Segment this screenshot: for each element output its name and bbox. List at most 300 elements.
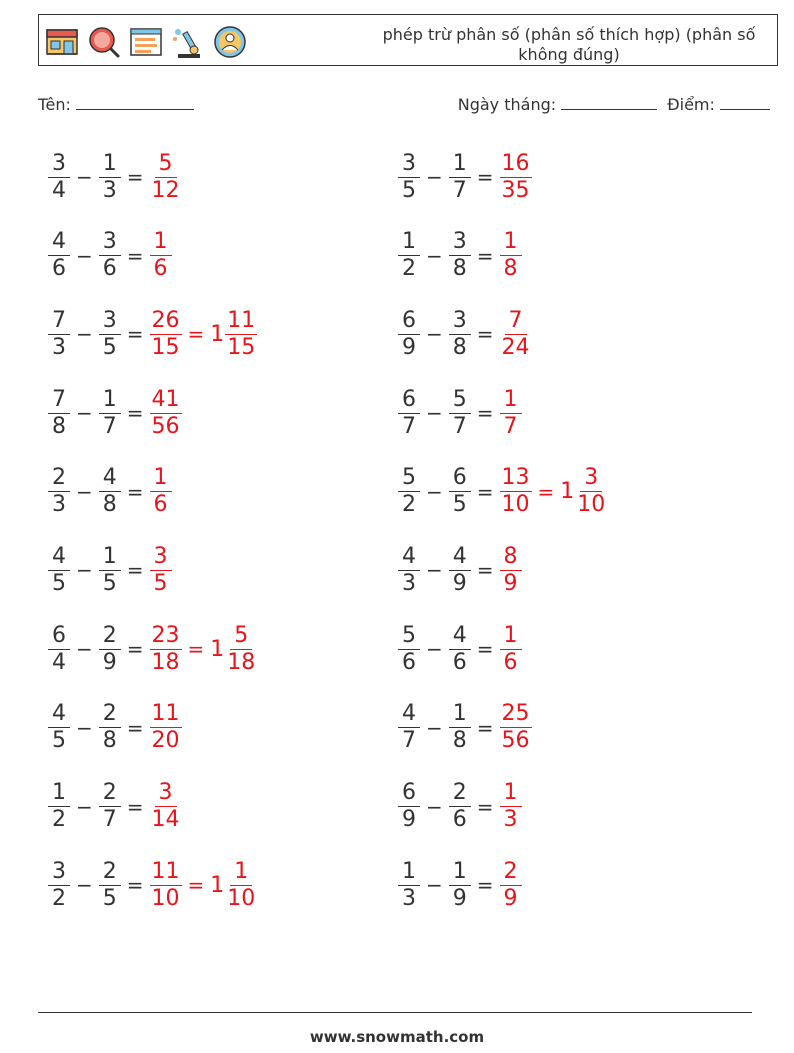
equals-sign: = xyxy=(126,165,144,189)
numerator: 1 xyxy=(449,701,471,728)
numerator: 5 xyxy=(398,465,420,492)
problem-item xyxy=(48,854,398,916)
microscope-icon xyxy=(170,24,206,60)
equals-sign: = xyxy=(126,873,144,898)
score-label: Điểm: xyxy=(667,95,715,114)
numerator: 23 xyxy=(151,622,180,648)
denominator: 8 xyxy=(52,413,66,439)
denominator: 9 xyxy=(503,570,518,596)
equals-sign: = xyxy=(126,243,144,268)
denominator: 4 xyxy=(52,177,66,203)
denominator: 3 xyxy=(52,492,66,518)
answer-fraction xyxy=(150,308,182,361)
denominator: 6 xyxy=(102,256,117,282)
denominator: 8 xyxy=(452,334,467,360)
numerator: 3 xyxy=(398,151,420,178)
problem-item xyxy=(398,461,748,523)
minus-sign: − xyxy=(426,322,443,347)
minus-sign: − xyxy=(76,715,93,740)
answer-equals-sign: = xyxy=(187,322,205,347)
denominator: 2 xyxy=(52,807,66,832)
equals-sign: = xyxy=(126,322,144,347)
equals-sign: = xyxy=(126,794,144,819)
fraction-minuend xyxy=(398,465,420,518)
denominator: 14 xyxy=(151,807,180,832)
problem-item xyxy=(48,539,398,601)
mixed-whole: 1 xyxy=(560,479,575,505)
numerator: 3 xyxy=(48,151,70,178)
numerator: 3 xyxy=(99,308,121,335)
minus-sign: − xyxy=(426,794,443,819)
mixed-fraction xyxy=(575,465,607,518)
fraction-minuend xyxy=(48,623,70,676)
minus-sign: − xyxy=(426,873,443,898)
name-field xyxy=(38,93,194,115)
denominator: 9 xyxy=(452,570,467,596)
answer xyxy=(500,308,532,361)
numerator: 1 xyxy=(449,151,471,178)
answer-fraction xyxy=(500,859,522,912)
numerator: 2 xyxy=(99,780,121,807)
worksheet-header xyxy=(38,14,778,66)
score-blank[interactable] xyxy=(720,93,770,110)
denominator: 12 xyxy=(151,177,180,203)
equals-sign: = xyxy=(476,794,494,819)
problem-item xyxy=(398,618,748,680)
equals-sign: = xyxy=(126,715,144,740)
mixed-whole: 1 xyxy=(210,636,225,662)
equals-sign: = xyxy=(476,873,494,898)
answer-fraction xyxy=(150,780,182,833)
fraction-subtrahend xyxy=(99,780,121,833)
numerator: 8 xyxy=(500,544,522,571)
denominator: 5 xyxy=(52,570,66,596)
fraction-minuend xyxy=(48,544,70,597)
denominator: 7 xyxy=(452,177,467,203)
numerator: 4 xyxy=(48,229,70,256)
answer xyxy=(150,701,182,754)
denominator: 4 xyxy=(52,649,66,675)
storefront-icon xyxy=(44,24,80,60)
numerator: 1 xyxy=(99,544,121,571)
fraction-subtrahend xyxy=(99,859,121,912)
numerator: 25 xyxy=(501,701,530,727)
fraction-subtrahend xyxy=(449,229,471,282)
denominator: 7 xyxy=(102,807,117,832)
numerator: 1 xyxy=(398,229,420,256)
answer-fraction xyxy=(150,465,172,518)
denominator: 56 xyxy=(501,728,530,754)
answer xyxy=(150,623,258,676)
fraction-subtrahend xyxy=(99,701,121,754)
fraction-subtrahend xyxy=(449,465,471,518)
mixed-fraction xyxy=(225,308,257,361)
date-field xyxy=(458,93,657,115)
problem-item xyxy=(398,697,748,759)
fraction-subtrahend xyxy=(99,151,121,204)
problem-item xyxy=(398,776,748,838)
numerator: 1 xyxy=(99,151,121,178)
answer-equals-sign: = xyxy=(537,479,555,504)
numerator: 6 xyxy=(398,780,420,807)
fraction-minuend xyxy=(398,151,420,204)
name-blank[interactable] xyxy=(76,93,194,110)
denominator: 3 xyxy=(503,807,518,832)
equals-sign: = xyxy=(126,479,144,504)
denominator: 2 xyxy=(402,492,416,518)
denominator: 15 xyxy=(151,334,180,360)
document-list-icon xyxy=(128,24,164,60)
equals-sign: = xyxy=(126,401,144,426)
equals-sign: = xyxy=(476,165,494,189)
fraction-minuend xyxy=(398,544,420,597)
numerator: 2 xyxy=(99,859,121,886)
problem-item xyxy=(398,382,748,444)
denominator: 20 xyxy=(151,728,180,754)
answer-fraction xyxy=(500,308,532,361)
answer xyxy=(500,151,532,204)
denominator: 5 xyxy=(102,570,117,596)
answer xyxy=(150,308,258,361)
denominator: 6 xyxy=(52,256,66,282)
numerator: 4 xyxy=(398,701,420,728)
equals-sign: = xyxy=(126,637,144,662)
denominator: 5 xyxy=(452,492,467,518)
numerator: 7 xyxy=(48,308,70,335)
denominator: 6 xyxy=(153,492,168,518)
answer-equals-sign: = xyxy=(187,637,205,662)
minus-sign: − xyxy=(76,873,93,898)
answer xyxy=(150,387,182,440)
fraction-subtrahend xyxy=(449,780,471,833)
equals-sign: = xyxy=(476,243,494,268)
fraction-minuend xyxy=(398,701,420,754)
fraction-minuend xyxy=(48,859,70,912)
denominator: 10 xyxy=(227,885,256,911)
numerator: 3 xyxy=(155,780,177,807)
minus-sign: − xyxy=(76,322,93,347)
answer-fraction xyxy=(500,544,522,597)
answer-fraction xyxy=(150,859,182,912)
equals-sign: = xyxy=(476,401,494,426)
numerator: 11 xyxy=(151,858,180,884)
problem-item xyxy=(48,776,398,838)
problem-item xyxy=(48,225,398,287)
numerator: 3 xyxy=(48,859,70,886)
numerator: 1 xyxy=(150,229,172,256)
fraction-minuend xyxy=(48,151,70,204)
answer-fraction xyxy=(500,465,532,518)
numerator: 1 xyxy=(449,859,471,886)
answer-fraction xyxy=(150,151,182,204)
minus-sign: − xyxy=(76,637,93,662)
answer xyxy=(500,623,522,676)
answer xyxy=(500,387,522,440)
fraction-subtrahend xyxy=(449,308,471,361)
mixed-whole: 1 xyxy=(210,872,225,898)
minus-sign: − xyxy=(426,243,443,268)
problem-item xyxy=(398,854,748,916)
numerator: 16 xyxy=(501,150,530,176)
numerator: 26 xyxy=(151,307,180,333)
answer-equals-sign: = xyxy=(187,873,205,898)
denominator: 56 xyxy=(151,413,180,439)
fraction-minuend xyxy=(398,780,420,833)
problem-item xyxy=(48,697,398,759)
answer xyxy=(500,859,522,912)
minus-sign: − xyxy=(426,637,443,662)
date-score-fields xyxy=(458,93,770,115)
denominator: 2 xyxy=(402,256,416,282)
fraction-minuend xyxy=(48,308,70,361)
answer-fraction xyxy=(500,229,522,282)
denominator: 8 xyxy=(452,256,467,282)
problem-item xyxy=(48,618,398,680)
denominator: 3 xyxy=(52,334,66,360)
fraction-subtrahend xyxy=(99,229,121,282)
date-label: Ngày tháng: xyxy=(457,95,557,114)
fraction-minuend xyxy=(398,308,420,361)
denominator: 8 xyxy=(503,256,518,282)
header-icons xyxy=(44,24,248,60)
denominator: 10 xyxy=(151,885,180,911)
minus-sign: − xyxy=(76,479,93,504)
denominator: 7 xyxy=(402,413,416,439)
problem-item xyxy=(398,225,748,287)
answer xyxy=(150,465,172,518)
denominator: 8 xyxy=(102,492,117,518)
fraction-subtrahend xyxy=(99,465,121,518)
answer xyxy=(500,465,608,518)
footer-divider xyxy=(38,1012,752,1013)
answer-fraction xyxy=(500,780,522,833)
fraction-subtrahend xyxy=(449,701,471,754)
numerator: 4 xyxy=(48,544,70,571)
denominator: 6 xyxy=(153,256,168,282)
minus-sign: − xyxy=(76,794,93,819)
numerator: 7 xyxy=(505,308,527,335)
fraction-minuend xyxy=(48,780,70,833)
numerator: 1 xyxy=(500,387,522,414)
answer-fraction xyxy=(150,623,182,676)
equals-sign: = xyxy=(476,479,494,504)
answer-fraction xyxy=(500,151,532,204)
problem-item xyxy=(48,146,398,208)
denominator: 6 xyxy=(402,649,416,675)
denominator: 7 xyxy=(102,413,117,439)
answer xyxy=(500,780,522,833)
denominator: 10 xyxy=(577,492,606,518)
numerator: 2 xyxy=(48,465,70,492)
footer-url: www.snowmath.com xyxy=(309,1028,485,1046)
problem-item xyxy=(398,539,748,601)
equals-sign: = xyxy=(476,637,494,662)
fraction-minuend xyxy=(398,623,420,676)
name-label: Tên: xyxy=(38,95,71,114)
fraction-subtrahend xyxy=(99,387,121,440)
numerator: 1 xyxy=(398,859,420,886)
numerator: 1 xyxy=(150,465,172,492)
mixed-fraction xyxy=(225,623,257,676)
answer xyxy=(500,544,522,597)
denominator: 7 xyxy=(402,728,416,754)
numerator: 4 xyxy=(449,544,471,571)
fraction-minuend xyxy=(48,701,70,754)
answer xyxy=(150,859,258,912)
fraction-minuend xyxy=(48,229,70,282)
answer-fraction xyxy=(150,387,182,440)
numerator: 1 xyxy=(99,387,121,414)
denominator: 6 xyxy=(452,807,467,832)
answer xyxy=(150,229,172,282)
denominator: 5 xyxy=(102,334,117,360)
denominator: 5 xyxy=(52,728,66,754)
score-field xyxy=(667,93,770,115)
minus-sign: − xyxy=(426,165,443,189)
numerator: 4 xyxy=(48,701,70,728)
answer-fraction xyxy=(150,544,172,597)
denominator: 18 xyxy=(227,649,256,675)
denominator: 24 xyxy=(501,334,530,360)
problem-item xyxy=(398,303,748,365)
numerator: 2 xyxy=(99,623,121,650)
numerator: 6 xyxy=(48,623,70,650)
denominator: 8 xyxy=(452,728,467,754)
numerator: 4 xyxy=(449,623,471,650)
fraction-subtrahend xyxy=(449,859,471,912)
numerator: 41 xyxy=(151,386,180,412)
equals-sign: = xyxy=(476,322,494,347)
numerator: 1 xyxy=(500,780,522,807)
numerator: 3 xyxy=(150,544,172,571)
fraction-subtrahend xyxy=(449,623,471,676)
answer xyxy=(500,701,532,754)
user-target-icon xyxy=(212,24,248,60)
minus-sign: − xyxy=(426,479,443,504)
numerator: 6 xyxy=(398,308,420,335)
denominator: 5 xyxy=(153,570,168,596)
numerator: 2 xyxy=(449,780,471,807)
minus-sign: − xyxy=(76,165,93,189)
fraction-minuend xyxy=(48,465,70,518)
denominator: 3 xyxy=(402,885,416,911)
answer-fraction xyxy=(150,229,172,282)
minus-sign: − xyxy=(426,715,443,740)
numerator: 1 xyxy=(500,623,522,650)
answer-fraction xyxy=(500,387,522,440)
numerator: 5 xyxy=(398,623,420,650)
denominator: 8 xyxy=(102,728,117,754)
fraction-subtrahend xyxy=(99,623,121,676)
numerator: 3 xyxy=(99,229,121,256)
numerator: 1 xyxy=(230,859,252,886)
date-blank[interactable] xyxy=(561,93,657,110)
answer-fraction xyxy=(150,701,182,754)
fraction-subtrahend xyxy=(449,544,471,597)
minus-sign: − xyxy=(426,401,443,426)
numerator: 5 xyxy=(230,623,252,650)
denominator: 3 xyxy=(402,570,416,596)
denominator: 9 xyxy=(402,807,416,832)
numerator: 11 xyxy=(227,307,256,333)
problem-item xyxy=(398,146,748,208)
problem-grid xyxy=(48,146,768,933)
fraction-subtrahend xyxy=(449,151,471,204)
equals-sign: = xyxy=(476,558,494,583)
denominator: 5 xyxy=(102,885,117,911)
fraction-minuend xyxy=(398,387,420,440)
denominator: 7 xyxy=(452,413,467,439)
numerator: 13 xyxy=(501,465,530,491)
numerator: 2 xyxy=(99,701,121,728)
numerator: 4 xyxy=(99,465,121,492)
denominator: 15 xyxy=(227,334,256,360)
problem-item xyxy=(48,303,398,365)
answer xyxy=(500,229,522,282)
numerator: 2 xyxy=(500,859,522,886)
numerator: 6 xyxy=(449,465,471,492)
worksheet-title: phép trừ phân số (phân số thích hợp) (phân số không đúng) xyxy=(382,25,756,64)
numerator: 1 xyxy=(500,229,522,256)
denominator: 10 xyxy=(501,492,530,518)
equals-sign: = xyxy=(126,558,144,583)
denominator: 9 xyxy=(503,885,518,911)
minus-sign: − xyxy=(76,243,93,268)
answer xyxy=(150,780,182,833)
denominator: 9 xyxy=(452,885,467,911)
denominator: 6 xyxy=(503,649,518,675)
numerator: 11 xyxy=(151,701,180,727)
denominator: 35 xyxy=(501,177,530,203)
numerator: 1 xyxy=(48,780,70,807)
denominator: 7 xyxy=(503,413,518,439)
denominator: 5 xyxy=(402,177,416,203)
magnifier-badge-icon xyxy=(86,24,122,60)
answer xyxy=(150,544,172,597)
fraction-subtrahend xyxy=(99,308,121,361)
problem-item xyxy=(48,461,398,523)
fraction-minuend xyxy=(398,229,420,282)
numerator: 3 xyxy=(449,229,471,256)
answer xyxy=(150,151,182,204)
mixed-fraction xyxy=(225,859,257,912)
fraction-minuend xyxy=(398,859,420,912)
numerator: 3 xyxy=(580,465,602,492)
numerator: 5 xyxy=(155,151,177,178)
numerator: 5 xyxy=(449,387,471,414)
minus-sign: − xyxy=(76,401,93,426)
numerator: 3 xyxy=(449,308,471,335)
equals-sign: = xyxy=(476,715,494,740)
fraction-subtrahend xyxy=(99,544,121,597)
numerator: 4 xyxy=(398,544,420,571)
minus-sign: − xyxy=(426,558,443,583)
problem-item xyxy=(48,382,398,444)
fraction-minuend xyxy=(48,387,70,440)
denominator: 6 xyxy=(452,649,467,675)
denominator: 9 xyxy=(402,334,416,360)
answer-fraction xyxy=(500,701,532,754)
numerator: 7 xyxy=(48,387,70,414)
answer-fraction xyxy=(500,623,522,676)
mixed-whole: 1 xyxy=(210,321,225,347)
fraction-subtrahend xyxy=(449,387,471,440)
denominator: 18 xyxy=(151,649,180,675)
minus-sign: − xyxy=(76,558,93,583)
denominator: 3 xyxy=(102,177,117,203)
denominator: 9 xyxy=(102,649,117,675)
numerator: 6 xyxy=(398,387,420,414)
